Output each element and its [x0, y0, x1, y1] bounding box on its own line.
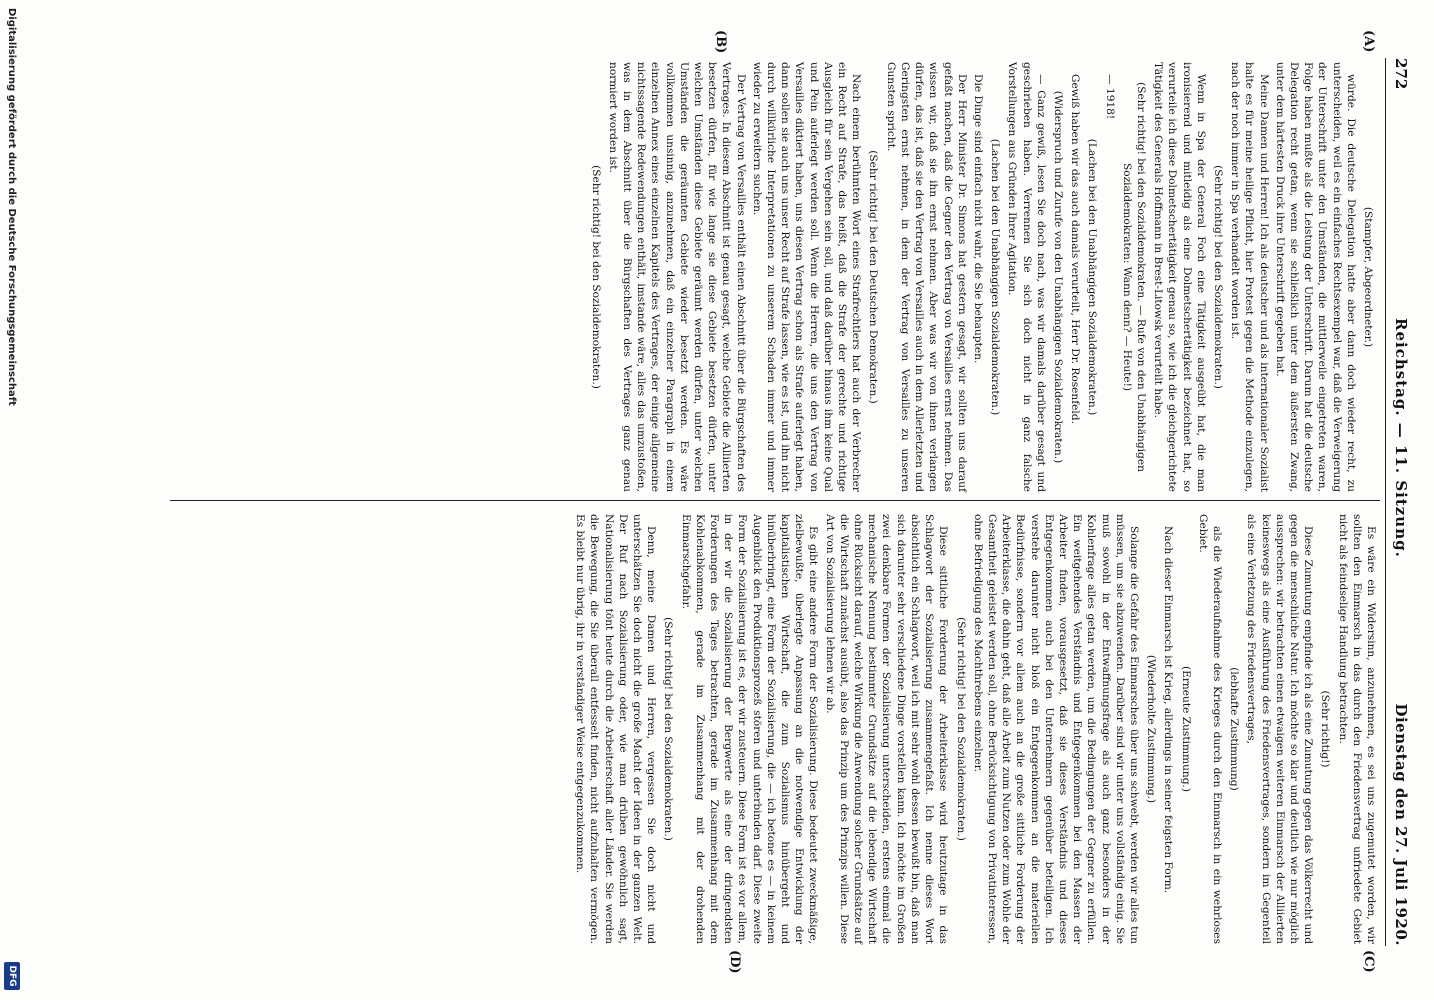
interjection: (Sehr richtig! bei den Sozialdemokraten. — Rufe von den Unabhängigen Sozialdemokraten: Wann denn? — Heute!) — [1120, 82, 1147, 472]
paragraph: Meine Damen und Herren! Ich als deutscher und als internationaler Sozialist halte es für meine heilige Pflicht, hier Protest gegen die Methode einzulegen, nach der noch immer in Spa verhandelt worden ist. — [1229, 62, 1270, 492]
running-title: Reichstag. — 11. Sitzung. — [1392, 318, 1410, 558]
interjection: (Lachen bei den Unabhängigen Sozialdemokraten.) — [1086, 138, 1099, 416]
interjection: (Sehr richtig!) — [1319, 690, 1332, 768]
interjection: (lebhafte Zustimmung) — [1228, 667, 1241, 791]
interjection: (Stampfer, Abgeordneter.) — [1362, 206, 1374, 348]
paragraph: Gewiß haben wir das auch damals verurteilt, Herr Dr. Rosenfeld. — [1069, 74, 1082, 424]
interjection: (Sehr richtig! bei den Sozialdemokraten.) — [589, 165, 602, 389]
margin-marker-a: (A) — [1361, 30, 1376, 53]
paragraph: — 1918! — [1103, 74, 1116, 120]
interjection: (Lachen bei den Unabhängigen Sozialdemokraten.) — [989, 138, 1002, 416]
interjection: (Sehr richtig! bei den Sozialdemokraten.) — [662, 617, 675, 841]
paragraph: Wenn in Spa der General Foch eine Tätigkeit ausgeübt hat, die man ironisierend und mitleidig als eine Dolmetschertätigkeit bezeichnet hat, so verurteile ich diese Dolmetschertätigkeit genau so, wie ich die gleichgerichtete Tätigkeit des Generals Hoffmann in Brest-Litowsk verurteilt habe. — [1152, 62, 1207, 492]
paragraph: Nach dieser Einmarsch ist Krieg, allerdings in seiner feigsten Form. — [1162, 526, 1175, 894]
paragraph: Diese sittliche Forderung der Arbeiterklasse wird heutzutage in das Schlagwort der Sozialisierung zusammengefaßt. Ich nenne dieses Wort absichtlich ein Schlagwort, weil ich mit sehr wohl dessen bewußt bin, daß man sich darunter sehr verschiedene Dinge vorstellen kann. Ich möchte im Großen zwei denkbare Formen der Sozialisierung unterscheiden, erstens einmal die mechanische Nennung bestimmter Grundsätze auf die lebendige Wirtschaft ohne Rücksicht darauf, welche Wirkung die Anwendung solcher Grundsätze auf die Wirtschaft zunächst ausübt, also das Prinzip um des Prinzips willen. Diese Art von Sozialisierung lehnen wir ab. — [823, 514, 950, 944]
paragraph: Es wäre ein Widersinn, anzunehmen, es sei uns zugemutet worden, wir sollten den Einmarsch in das durch den Friedensvertrag unfriedete Gebiet nicht als feindselige Handlung betrachten. — [1336, 514, 1377, 944]
session-date: Dienstag den 27. Juli 1920. — [1392, 703, 1410, 946]
paragraph: Solange die Gefahr des Einmarsches über uns schwebt, werden wir alles tun müssen, um sie abzuwenden. Darüber sind wir unter uns vollständig einig. Sie muß sowohl in der Entwaffnungsfrage als auch ganz besonders in der Kohlenfrage alles getan werden, um die Bedingungen der Gegner zu erfüllen. Ein weitgehendes Verständnis und Entgegenkommen bei den Massen der Arbeiter finden, vorausgesetzt, daß sie dieses Verständnis und dieses Entgegenkommen auch bei den Unternehmern gegenüber beteiligen. Ich verstehe darunter nicht bloß ein Entgegenkommen an die materiellen Bedürfnisse, sondern vor allem auch an die große sittliche Forderung der Arbeiterklasse, die dahin geht, daß alle Arbeit zum Nutzen oder zum Wohle der Gesamtheit geleistet werden soll, ohne Berücksichtigung von Privatinteressen, ohne Befriedigung des Machthrebens einzelner. — [971, 514, 1140, 944]
paragraph: würde. Die deutsche Delegation hatte aber dann doch wieder recht, zu unterscheiden, weil es ein einfaches Rechtsexempel war, daß die Verweigerung der Unterschrift unter den Umständen, die mittlerweile eingetreten waren, Folge haben mußte als die Leistung der Unterschrift. Darum hat die deutsche Delegation recht getan, wenn sie schließlich unter dem äußersten Zwang, unter dem härtesten Druck ihre Unterschrift gegeben hat. — [1273, 62, 1357, 492]
column-divider — [170, 500, 1380, 501]
paragraph: — Ganz gewiß, lesen Sie doch nach, was wir damals darüber gesagt und geschrieben haben. Verrennen Sie sich doch nicht in ganz falsche Vorstellungen aus Gründen Ihrer Agitation. — [1006, 62, 1047, 492]
right-text-column — [571, 514, 1378, 944]
paragraph: als die Wiederaufnahme des Krieges durch den Einmarsch in ein wehrloses Gebiet. — [1196, 514, 1223, 944]
interjection: (Sehr richtig! bei den Deutschen Demokraten.) — [867, 150, 880, 404]
paragraph: Diese Zumutung empfinde ich als eine Zumutung gegen das Völkerrecht und gegen die menschliche Natur. Ich möchte so klar und deutlich wie nur möglich aussprechen: wir betrachten einen etwaigen weiteren Einmarsch der Alliierten keineswegs als eine Ausführung des Friedensvertrages, sondern im Gegenteil als eine Verletzung des Friedensvertrages, — [1245, 514, 1315, 944]
page-number: 272 — [1392, 58, 1410, 90]
header-rule — [1385, 58, 1386, 946]
interjection: (Widerspruch und Zurufe von den Unabhängigen Sozialdemokraten.) — [1051, 90, 1064, 464]
margin-marker-b: (B) — [713, 30, 728, 54]
paragraph: Der Herr Minister Dr. Simons hat gestern gesagt, wir sollten uns darauf gefaßt machen, daß die Gegner den Vertrag von Versailles ernst nehmen. Das wissen wir, daß sie ihn ernst nehmen. Aber was wir von ihnen verlangen dürfen, das ist, daß sie den Vertrag von Versailles auch in dem Allerletzten und Geringsten ernst nehmen, in dem der Vertrag von Versailles zu unseren Gunsten spricht. — [884, 62, 968, 492]
paragraph: Nach einem berühmten Wort eines Strafrechtlers hat auch der Verbrecher ein Recht auf Strafe, das heißt, daß die Strafe der gerechte und richtige Ausgleich für sein Vergehen sein soll, und daß darüber hinaus ihm keine Qual und Pein auferlegt werden soll. Wenn die Herren, die uns den Vertrag von Versailles diktiert haben, uns diesen Vertrag schon als Strafe auferlegt haben, dann sollen sie auch uns unser Recht auf Strafe lassen, wie es ist, und ihn nicht durch willkürliche Interpretationen zu unserem Schaden immer und immer wieder zu erweitern suchen. — [750, 62, 863, 492]
left-text-column — [585, 62, 1378, 492]
interjection: (Sehr richtig! bei den Sozialdemokraten.) — [954, 617, 967, 841]
margin-marker-c: (C) — [1361, 950, 1376, 973]
interjection: (Wiederholte Zustimmung.) — [1145, 654, 1158, 804]
interjection: (Erneute Zustimmung.) — [1179, 665, 1192, 793]
paragraph: Denn, meine Damen und Herren, vergessen Sie doch nicht und unterschätzen Sie doch nicht die große Macht der Ideen in der ganzen Welt. Der Ruf nach Sozialisierung oder, wie man drüben gewöhnlich sagt, Nationalisierung tönt heute durch die Arbeiterschaft aller Länder. Sie werden die Bewegung, die Sie überall entfesselt finden, nicht aufzuhalten vermögen. Es bleibt nur übrig, ihr in verständiger Weise entgegenzukommen. — [574, 514, 658, 944]
paragraph: Der Vertrag von Versailles enthält einen Abschnitt über die Bürgschaften des Vertrages. In diesem Abschnitt ist genau gesagt, welche Gebiete die Alliierten besetzen dürfen, für wie lange sie diese Gebiete besetzen dürfen, unter welchen Umständen diese Gebiete geräumt werden dürfen, unter welchen Umständen die geräumten Gebiete wieder besetzt werden. Es wäre vollkommen unsinnig, anzunehmen, daß ein einzelner Paragraph in einem einzelnen Annex eines einzelnen Kapitels des Vertrages, der einige allgemeine nichtssagende Redewendungen enthält, imstande wäre, alles das umzustoßen, was in dem Abschnitt über die Bürgschaften des Vertrages ganz genau normiert worden ist. — [606, 62, 747, 492]
margin-marker-d: (D) — [727, 950, 742, 974]
page-header — [1388, 58, 1428, 946]
paragraph: Es gibt eine andere Form der Sozialisierung. Diese bedeutet zweckmäßige, zielbewußte, überlegte Anpassung an die notwendige Entwicklung der kapitalistischen Wirtschaft, die zum Sozialismus hinübergeht und hinüberbringt, eine Form der Sozialisierung, die — ich betone es — in keinem Augenblick den Produktionsprozeß stören und unterbinden darf. Diese zweite Form der Sozialisierung ist es, der wir zusteuern. Diese Form ist es vor allem, in der wir die Sozialisierung der Bergwerte als eine der dringendsten Forderungen des Tages betrachten, gerade im Zusammenhang mit dem Kohlenabkommen, gerade im Zusammenhang mit der drohenden Einmarschgefahr. — [679, 514, 820, 944]
interjection: (Sehr richtig! bei den Sozialdemokraten.) — [1211, 165, 1224, 389]
dfg-logo: DFG — [4, 962, 20, 990]
paragraph: Die Dinge sind einfach nicht wahr, die Sie behaupten. — [971, 74, 984, 364]
funding-notice: Digitalisierung gefördert durch die Deutsche Forschungsgemeinschaft — [6, 8, 17, 406]
